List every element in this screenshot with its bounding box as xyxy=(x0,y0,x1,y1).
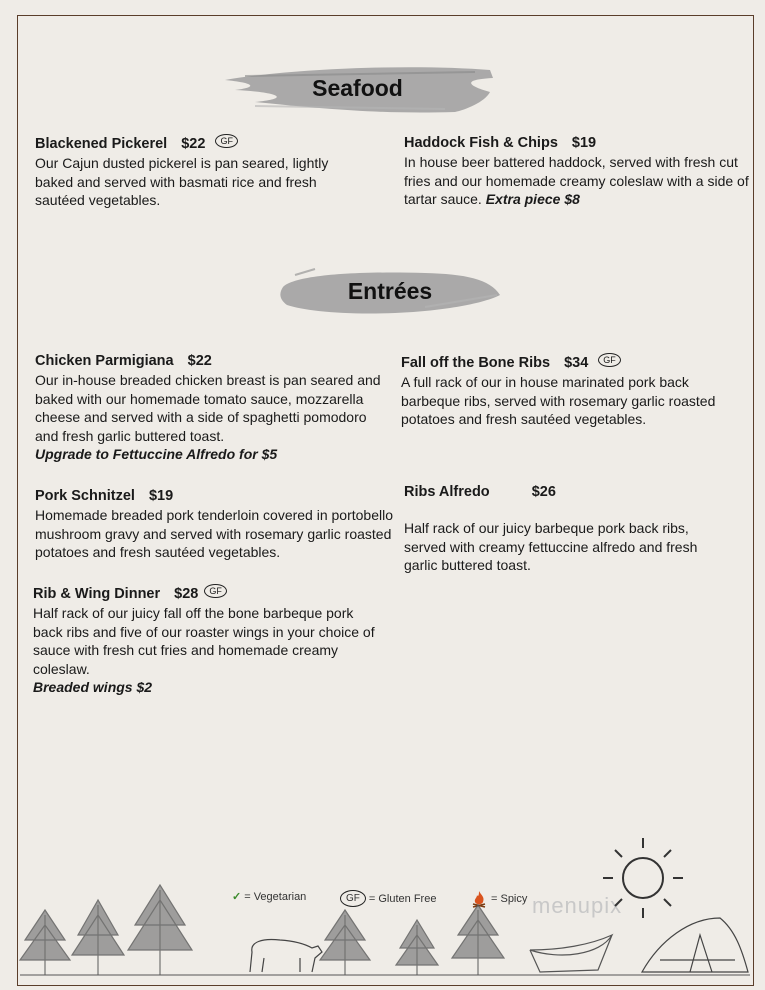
item-description: Homemade breaded pork tenderloin covered in portobello mushroom gravy and served with rosemary garlic roasted potatoes and fresh sautéed vegetables. xyxy=(35,507,393,561)
gluten-free-icon: GF xyxy=(204,584,227,598)
gluten-free-icon: GF xyxy=(340,890,366,907)
legend-spicy: = Spicy xyxy=(470,890,527,908)
spicy-fire-icon xyxy=(470,890,488,908)
item-description: Half rack of our juicy barbeque pork back ribs, served with creamy fettuccine alfredo and fresh garlic buttered toast. xyxy=(404,520,698,574)
item-price: $19 xyxy=(148,488,174,504)
item-name: Chicken Parmigiana xyxy=(35,353,174,369)
item-price: $22 xyxy=(187,353,212,369)
item-price: $34 xyxy=(564,355,589,371)
gluten-free-icon: GF xyxy=(598,353,621,367)
menu-item-fall-off-bone-ribs xyxy=(401,353,731,429)
section-title-entrees: Entrées xyxy=(347,278,433,304)
item-description: Our in-house breaded chicken breast is pan seared and baked with our homemade tomato sauce, mozzarella cheese and served with a side of spaghetti pomodoro and fresh garlic buttered toast. xyxy=(35,372,381,444)
item-description: A full rack of our in house marinated pork back barbeque ribs, served with rosemary garlic roasted potatoes and fresh sautéed vegetables. xyxy=(401,374,716,428)
item-extra: Extra piece $8 xyxy=(485,191,580,208)
item-name: Pork Schnitzel xyxy=(35,488,135,504)
item-name: Fall off the Bone Ribs xyxy=(401,355,551,371)
menu-item-blackened-pickerel xyxy=(35,134,365,210)
item-extra: Breaded wings $2 xyxy=(33,679,153,696)
gluten-free-icon: GF xyxy=(215,134,238,148)
item-description: Our Cajun dusted pickerel is pan seared, lightly baked and served with basmati rice and fresh sautéed vegetables. xyxy=(35,155,329,209)
item-price: $19 xyxy=(571,135,597,151)
seafood-banner xyxy=(215,62,500,117)
item-price: $28 xyxy=(174,586,199,602)
menu-item-chicken-parmigiana xyxy=(35,352,385,463)
item-price: $26 xyxy=(531,484,556,500)
menu-item-ribs-alfredo xyxy=(404,483,734,575)
item-name: Blackened Pickerel xyxy=(35,136,168,152)
menu-item-pork-schnitzel xyxy=(35,487,395,562)
entrees-banner xyxy=(275,265,505,320)
menu-item-rib-wing-dinner xyxy=(33,584,383,696)
legend-gluten-free: GF = Gluten Free xyxy=(340,890,436,907)
watermark-logo: menupix xyxy=(532,893,623,918)
item-name: Ribs Alfredo xyxy=(404,484,490,500)
menu-item-haddock-fish-chips xyxy=(404,134,752,209)
item-extra: Upgrade to Fettuccine Alfredo for $5 xyxy=(35,446,278,463)
item-description: In house beer battered haddock, served with fresh cut fries and our homemade creamy coleslaw with a side of tartar sauce. xyxy=(404,154,749,208)
item-name: Haddock Fish & Chips xyxy=(404,135,558,151)
vegetarian-leaf-icon: ✓ xyxy=(232,891,242,903)
item-price: $22 xyxy=(181,136,206,152)
item-name: Rib & Wing Dinner xyxy=(33,586,161,602)
section-title-seafood: Seafood xyxy=(312,75,403,101)
item-description: Half rack of our juicy fall off the bone barbeque pork back ribs and five of our roaster wings in your choice of sauce with fresh cut fries and homemade creamy coleslaw. xyxy=(33,605,375,677)
legend-vegetarian: ✓ = Vegetarian xyxy=(232,890,307,903)
